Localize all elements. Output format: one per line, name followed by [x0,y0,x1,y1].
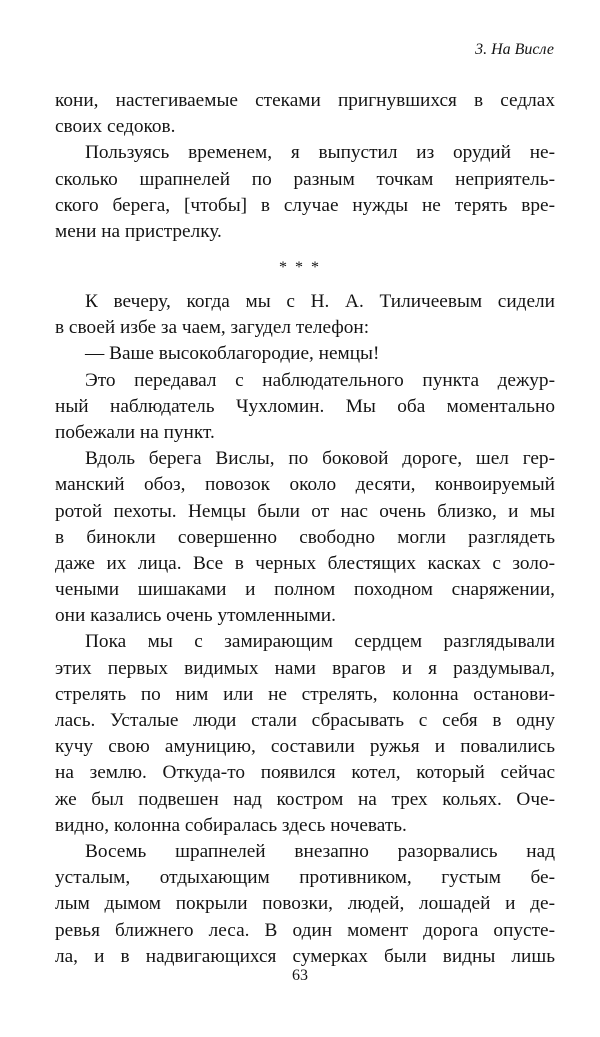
text-line: видно, колонна собиралась здесь ночевать. [55,814,407,836]
text-line: они казались очень утомленными. [55,605,336,627]
text-line: усталым, отдыхающим противником, густым бе- [55,867,555,889]
text-line: Пока мы с замирающим сердцем разглядывали [85,631,555,653]
text-line: ротой пехоты. Немцы были от нас очень близко, и мы [55,500,555,522]
text-line: манский обоз, повозок около десяти, конвоируемый [55,474,555,496]
text-line: — Ваше высокоблагородие, немцы! [85,343,380,365]
text-line: лась. Усталые люди стали сбрасывать с себя в одну [55,710,555,731]
text-line: ный наблюдатель Чухломин. Мы оба моментально [55,395,555,417]
text-line: сколько шрапнелей по разным точкам неприятель- [55,168,555,190]
section-separator: * * * [279,259,321,276]
text-line: Пользуясь временем, я выпустил из орудий не- [85,142,555,164]
text-line: стрелять по ним или не стрелять, колонна останови- [55,683,555,705]
text-line: же был подвешен над костром на трех кольях. Оче- [55,788,555,810]
text-line: ского берега, [чтобы] в случае нужды не терять вре- [55,194,555,216]
text-line: Это передавал с наблюдательного пункта дежур- [85,369,555,391]
text-line: чеными шишаками и полном походном снаряжении, [55,579,555,601]
text-line: мени на пристрелку. [55,220,222,242]
text-line: Вдоль берега Вислы, по боковой дороге, шел гер- [85,448,555,470]
text-line: на землю. Откуда-то появился котел, который сейчас [55,762,555,784]
text-line: своих седоков. [55,116,176,138]
text-line: в своей избе за чаем, загудел телефон: [55,317,370,339]
text-line: даже их лица. Все в черных блестящих касках с золо- [55,552,555,574]
text-line: этих первых видимых нами врагов и я раздумывал, [55,657,555,679]
text-line: в бинокли совершенно свободно могли разглядеть [55,526,555,548]
text-line: кони, настегиваемые стеками пригнувшихся в седлах [55,90,555,111]
text-line: К вечеру, когда мы с Н. А. Тиличеевым сидели [85,291,555,312]
paragraph-block-main [55,289,555,970]
running-head: 3. На Висле [475,41,554,58]
text-line: Восемь шрапнелей внезапно разорвались над [85,840,555,862]
text-line: лым дымом покрыли повозки, людей, лошадей и де- [55,893,555,915]
page-number: 63 [292,967,308,984]
paragraph-block-top [55,88,555,245]
text-line: ревья ближнего леса. В один момент дорога опусте- [55,919,555,941]
text-line: ла, и в надвигающихся сумерках были видны лишь [55,945,555,967]
text-line: кучу свою амуницию, составили ружья и повалились [55,736,555,758]
text-line: побежали на пункт. [55,421,215,443]
